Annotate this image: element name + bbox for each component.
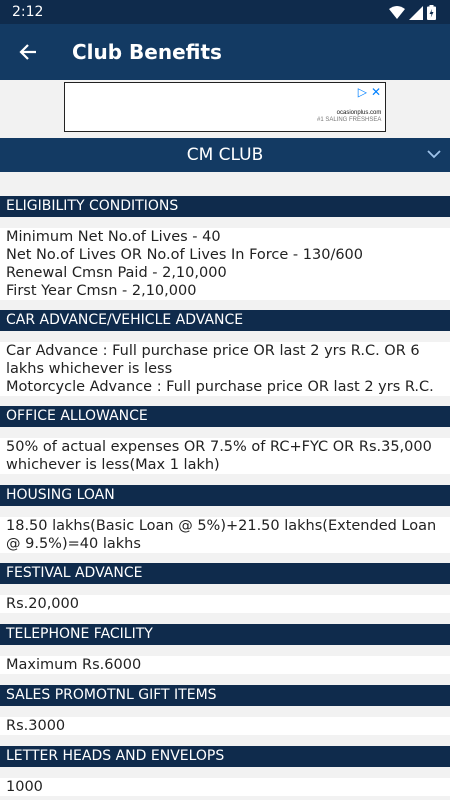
app-bar	[0, 24, 450, 80]
section-body-office-allowance	[0, 438, 450, 474]
chevron-down-icon	[426, 146, 442, 162]
section-body-gift-items	[0, 717, 450, 735]
section-body-telephone	[0, 656, 450, 674]
section-line: 18.50 lakhs(Basic Loan @ 5%)+21.50 lakhs(Extended Loan @ 9.5%)=40 lakhs	[6, 518, 437, 552]
ad-logo	[317, 110, 381, 124]
ad-logo-sub: #1 SALING FRESHSEA	[317, 117, 382, 123]
status-bar	[0, 0, 450, 24]
back-button[interactable]	[12, 36, 44, 68]
section-header-housing-loan: HOUSING LOAN	[0, 485, 450, 506]
section-body-eligibility	[0, 228, 450, 300]
section-header-gift-items: SALES PROMOTNL GIFT ITEMS	[0, 685, 450, 706]
page-title: Club Benefits	[72, 40, 222, 64]
back-arrow-icon	[19, 43, 37, 61]
section-line: Motorcycle Advance : Full purchase price OR last 2 yrs R.C.	[6, 379, 434, 395]
section-header-car-advance: CAR ADVANCE/VEHICLE ADVANCE	[0, 310, 450, 331]
status-time: 2:12	[12, 4, 44, 20]
ad-choices-icon[interactable]: ▷	[357, 85, 367, 99]
section-header-office-allowance: OFFICE ALLOWANCE	[0, 406, 450, 427]
section-line: 50% of actual expenses OR 7.5% of RC+FYC OR Rs.35,000 whichever is less(Max 1 lakh)	[6, 439, 432, 473]
ad-controls	[358, 85, 381, 99]
section-body-festival-advance	[0, 595, 450, 613]
section-body-letter-heads	[0, 778, 450, 796]
ad-logo-text: ocasionplus.com	[336, 110, 382, 116]
section-line: Renewal Cmsn Paid - 2,10,000	[6, 265, 227, 281]
section-line: Rs.20,000	[6, 596, 79, 612]
section-header-festival-advance: FESTIVAL ADVANCE	[0, 563, 450, 584]
section-header-letter-heads: LETTER HEADS AND ENVELOPS	[0, 746, 450, 767]
battery-icon	[427, 5, 436, 20]
section-line: Car Advance : Full purchase price OR last 2 yrs R.C. OR 6 lakhs whichever is less	[6, 343, 420, 377]
ad-close-icon[interactable]: ✕	[370, 85, 381, 99]
content-area	[0, 80, 450, 800]
section-line: 1000	[6, 779, 43, 795]
section-line: Rs.3000	[6, 718, 66, 734]
signal-icon	[409, 6, 423, 20]
section-line: Net No.of Lives OR No.of Lives In Force - 130/600	[6, 247, 364, 263]
section-body-housing-loan	[0, 517, 450, 553]
section-line: First Year Cmsn - 2,10,000	[6, 283, 197, 299]
section-header-telephone: TELEPHONE FACILITY	[0, 624, 450, 645]
section-header-eligibility: ELIGIBILITY CONDITIONS	[0, 196, 450, 217]
section-body-car-advance	[0, 342, 450, 396]
section-line: Minimum Net No.of Lives - 40	[6, 229, 221, 245]
section-line: Maximum Rs.6000	[6, 657, 142, 673]
wifi-icon	[389, 6, 405, 20]
club-dropdown[interactable]	[0, 138, 450, 172]
ad-banner[interactable]	[64, 82, 386, 132]
dropdown-selected: CM CLUB	[186, 145, 264, 165]
status-icons	[389, 5, 436, 20]
